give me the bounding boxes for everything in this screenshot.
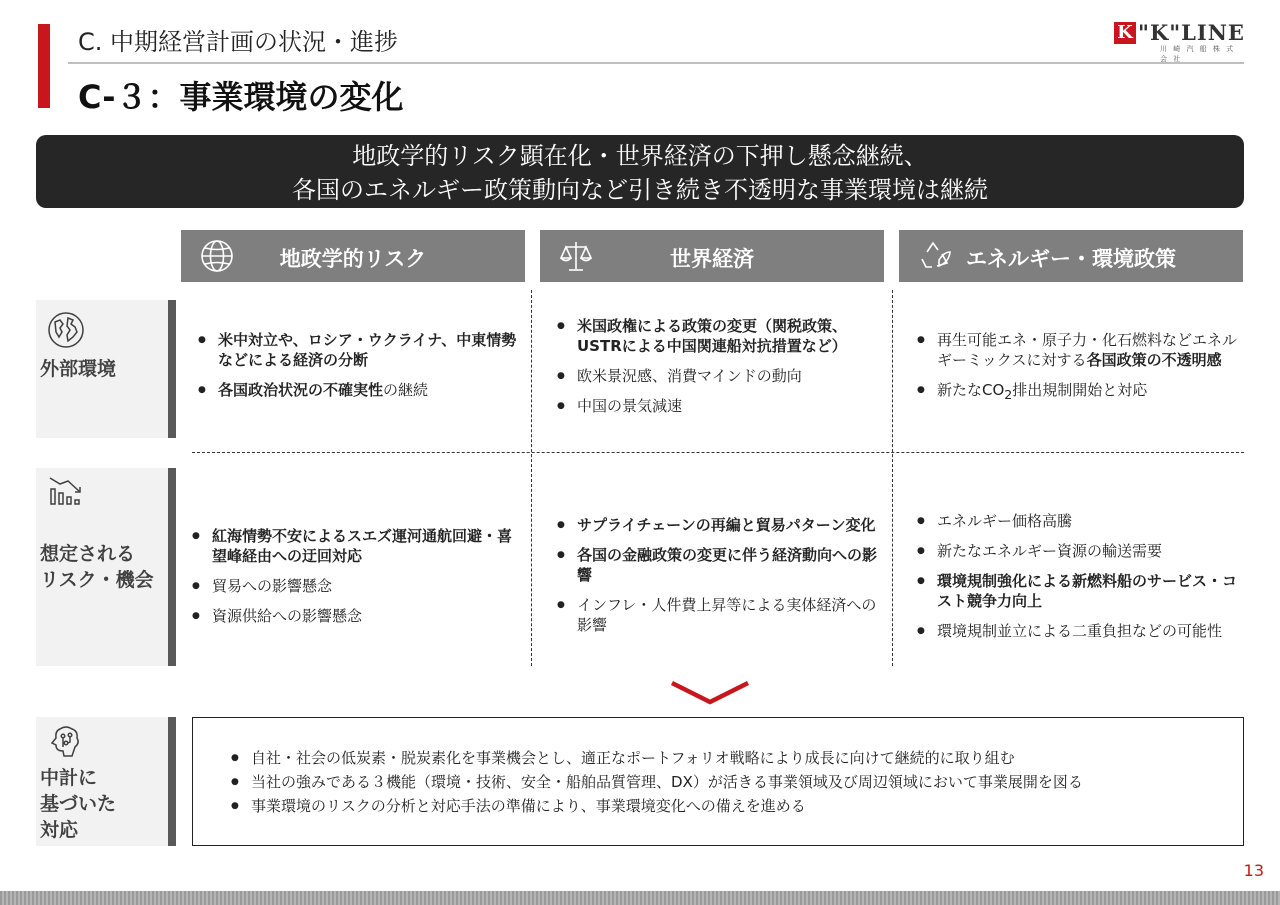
list-item: ● エネルギー価格高騰 (917, 511, 1237, 531)
response-list (231, 746, 1083, 818)
subscript: 2 (1004, 387, 1013, 402)
row-label-line: 対応 (40, 819, 79, 841)
row-label-line: 基づいた (40, 793, 117, 815)
list-item: ● サプライチェーンの再編と貿易パターン変化 (557, 515, 877, 535)
logo-wordmark: "K"LINE (1138, 20, 1245, 45)
list-item: ● 米国政権による政策の変更（関税政策、USTRによる中国関連船対抗措置など） (557, 316, 877, 356)
brain-circuit-icon (46, 723, 86, 763)
list-item: ● 環境規制並立による二重負担などの可能性 (917, 621, 1237, 641)
column-header-label: 世界経済 (670, 247, 754, 271)
cell-risk-economy (557, 515, 877, 645)
row-label-risk (36, 468, 176, 666)
column-header-economy (540, 230, 884, 282)
row-label-response (36, 717, 176, 846)
row-label-line: 中計に (40, 767, 98, 789)
row-label-line: 想定される (40, 543, 136, 565)
list-item: ● 貿易への影響懸念 (192, 576, 522, 596)
list-item: ● 中国の景気減速 (557, 396, 877, 416)
row-label-line: リスク・機会 (40, 569, 154, 591)
banner-line-1: 地政学的リスク顕在化・世界経済の下押し懸念継続、 (352, 142, 928, 170)
summary-banner (36, 135, 1244, 208)
cell-external-geopolitical (198, 330, 526, 410)
earth-icon (46, 310, 86, 350)
company-logo (1114, 18, 1245, 63)
list-item: ● 資源供給への影響懸念 (192, 606, 522, 626)
emphasis-text: 各国政策の不透明感 (1086, 351, 1222, 369)
list-item (198, 380, 526, 400)
row-label-text: 外部環境 (40, 358, 117, 380)
list-item-text: の継続 (383, 381, 429, 399)
chevron-down-icon (670, 680, 750, 706)
list-item-text: 排出規制開始と対応 (1012, 381, 1148, 399)
cell-risk-geopolitical (192, 526, 522, 636)
row-label-text (40, 765, 116, 843)
list-item-text: 新たなCO (937, 381, 1005, 399)
list-item: ● 紅海情勢不安によるスエズ運河通航回避・喜望峰経由への迂回対応 (192, 526, 522, 566)
column-header-geopolitical (181, 230, 525, 282)
cell-risk-energy (917, 511, 1237, 651)
list-item: ● インフレ・人件費上昇等による実体経済への影響 (557, 595, 877, 635)
column-header-energy (899, 230, 1243, 282)
list-item (917, 330, 1237, 370)
column-header-label: エネルギー・環境政策 (966, 247, 1176, 271)
declining-chart-icon (46, 472, 86, 512)
column-header-label: 地政学的リスク (279, 247, 427, 271)
logo-mark: K (1114, 22, 1136, 44)
section-heading: C. 中期経営計画の状況・進捗 (78, 28, 399, 56)
accent-bar (38, 24, 50, 108)
row-divider (192, 452, 1244, 453)
logo-subtitle: 川 崎 汽 船 株 式 会 社 (1160, 45, 1236, 63)
list-item: ● 新たなエネルギー資源の輸送需要 (917, 541, 1237, 561)
emphasis-text: 各国政治状況の不確実性 (218, 381, 384, 399)
response-box (192, 717, 1244, 846)
list-item: ● 欧米景況感、消費マインドの動向 (557, 366, 877, 386)
list-item: ● 当社の強みである３機能（環境・技術、安全・船舶品質管理、DX）が活きる事業領域及び周辺領域において事業展開を図る (231, 770, 1083, 794)
title-divider (68, 62, 1244, 64)
banner-line-2: 各国のエネルギー政策動向など引き続き不透明な事業環境は継続 (292, 176, 988, 204)
row-label-text (40, 541, 154, 593)
page-title: C-３：事業環境の変化 (78, 78, 404, 116)
list-item (917, 380, 1237, 405)
list-item: ● 環境規制強化による新燃料船のサービス・コスト競争力向上 (917, 571, 1237, 611)
list-item: ● 各国の金融政策の変更に伴う経済動向への影響 (557, 545, 877, 585)
column-divider (531, 290, 532, 666)
footer-bar (0, 891, 1280, 905)
cell-external-energy (917, 330, 1237, 415)
column-divider (892, 290, 893, 666)
cell-external-economy (557, 316, 877, 426)
list-item: ● 事業環境のリスクの分析と対応手法の準備により、事業環境変化への備えを進める (231, 794, 1083, 818)
list-item: ● 自社・社会の低炭素・脱炭素化を事業機会とし、適正なポートフォリオ戦略により成長に向けて継続的に取り組む (231, 746, 1083, 770)
list-item-text: 再生可能エネ・原子力・化石燃料などエネルギーミックスに対する (937, 331, 1238, 369)
page-number: 13 (1243, 861, 1264, 880)
list-item: ● 米中対立や、ロシア・ウクライナ、中東情勢などによる経済の分断 (198, 330, 526, 370)
row-label-external (36, 300, 176, 438)
